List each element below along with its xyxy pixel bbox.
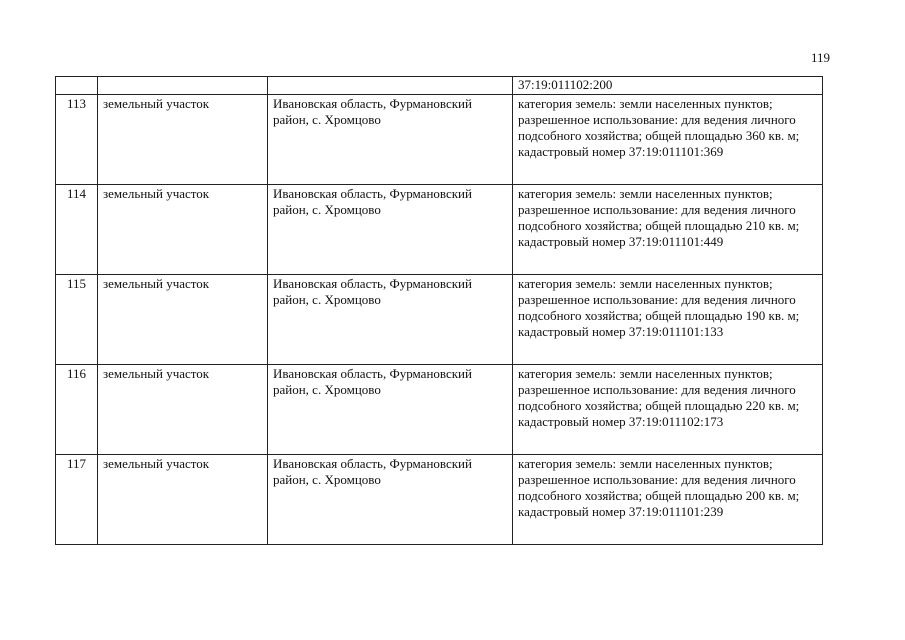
address-cell: Ивановская область, Фурмановский район, с. Хромцово bbox=[268, 275, 513, 365]
description-cell: категория земель: земли населенных пунктов; разрешенное использование: для ведения личного подсобного хозяйства; общей площадью 210 кв. м; кадастровый номер 37:19:011101:449 bbox=[513, 185, 823, 275]
land-plots-table bbox=[55, 76, 823, 545]
page-number: 119 bbox=[810, 50, 830, 65]
row-number-cell: 113 bbox=[56, 95, 98, 185]
table-row bbox=[56, 95, 823, 185]
row-number-cell: 116 bbox=[56, 365, 98, 455]
row-number-cell: 115 bbox=[56, 275, 98, 365]
address-cell: Ивановская область, Фурмановский район, с. Хромцово bbox=[268, 455, 513, 545]
object-type-cell: земельный участок bbox=[98, 95, 268, 185]
continuation-row bbox=[56, 77, 823, 95]
object-type-cell: земельный участок bbox=[98, 365, 268, 455]
row-number-cell: 114 bbox=[56, 185, 98, 275]
row-number-cell: 117 bbox=[56, 455, 98, 545]
object-type-cell: земельный участок bbox=[98, 455, 268, 545]
table-row bbox=[56, 365, 823, 455]
object-type-cell bbox=[98, 77, 268, 95]
description-cell: категория земель: земли населенных пунктов; разрешенное использование: для ведения личного подсобного хозяйства; общей площадью 220 кв. м; кадастровый номер 37:19:011102:173 bbox=[513, 365, 823, 455]
object-type-cell: земельный участок bbox=[98, 275, 268, 365]
table-row bbox=[56, 185, 823, 275]
address-cell: Ивановская область, Фурмановский район, с. Хромцово bbox=[268, 365, 513, 455]
table-row bbox=[56, 275, 823, 365]
address-cell: Ивановская область, Фурмановский район, с. Хромцово bbox=[268, 185, 513, 275]
address-cell: Ивановская область, Фурмановский район, с. Хромцово bbox=[268, 95, 513, 185]
description-cell: 37:19:011102:200 bbox=[513, 77, 823, 95]
description-cell: категория земель: земли населенных пунктов; разрешенное использование: для ведения личного подсобного хозяйства; общей площадью 190 кв. м; кадастровый номер 37:19:011101:133 bbox=[513, 275, 823, 365]
object-type-cell: земельный участок bbox=[98, 185, 268, 275]
row-number-cell bbox=[56, 77, 98, 95]
description-cell: категория земель: земли населенных пунктов; разрешенное использование: для ведения личного подсобного хозяйства; общей площадью 200 кв. м; кадастровый номер 37:19:011101:239 bbox=[513, 455, 823, 545]
address-cell bbox=[268, 77, 513, 95]
table-row bbox=[56, 455, 823, 545]
description-cell: категория земель: земли населенных пунктов; разрешенное использование: для ведения личного подсобного хозяйства; общей площадью 360 кв. м; кадастровый номер 37:19:011101:369 bbox=[513, 95, 823, 185]
